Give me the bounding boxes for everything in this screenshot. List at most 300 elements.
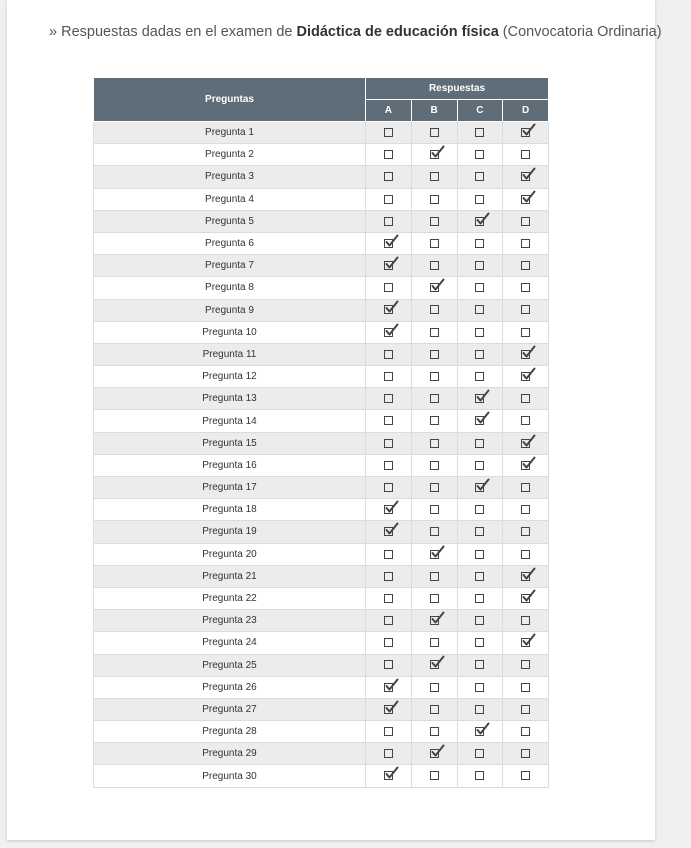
unchecked-checkbox-icon bbox=[384, 461, 393, 470]
unchecked-checkbox-icon bbox=[430, 416, 439, 425]
unchecked-checkbox-icon bbox=[430, 705, 439, 714]
answer-cell-c bbox=[457, 255, 503, 277]
answer-cell-d bbox=[503, 321, 549, 343]
answer-cell-d bbox=[503, 366, 549, 388]
unchecked-checkbox-icon bbox=[475, 128, 484, 137]
unchecked-checkbox-icon bbox=[521, 217, 530, 226]
unchecked-checkbox-icon bbox=[475, 572, 484, 581]
unchecked-checkbox-icon bbox=[430, 683, 439, 692]
answer-cell-d bbox=[503, 343, 549, 365]
table-row bbox=[94, 610, 549, 632]
answer-cell-b bbox=[411, 232, 457, 254]
question-label: Pregunta 22 bbox=[94, 587, 366, 609]
answers-column-header: Respuestas bbox=[366, 78, 549, 100]
checked-checkbox-icon bbox=[384, 505, 393, 514]
question-label: Pregunta 30 bbox=[94, 765, 366, 787]
question-label: Pregunta 17 bbox=[94, 477, 366, 499]
unchecked-checkbox-icon bbox=[384, 660, 393, 669]
answer-cell-c bbox=[457, 188, 503, 210]
answer-cell-d bbox=[503, 765, 549, 787]
question-label: Pregunta 2 bbox=[94, 144, 366, 166]
table-row bbox=[94, 743, 549, 765]
unchecked-checkbox-icon bbox=[384, 727, 393, 736]
unchecked-checkbox-icon bbox=[475, 239, 484, 248]
checked-checkbox-icon bbox=[521, 572, 530, 581]
question-label: Pregunta 11 bbox=[94, 343, 366, 365]
unchecked-checkbox-icon bbox=[384, 483, 393, 492]
answer-cell-d bbox=[503, 632, 549, 654]
unchecked-checkbox-icon bbox=[430, 217, 439, 226]
unchecked-checkbox-icon bbox=[475, 350, 484, 359]
answer-cell-c bbox=[457, 565, 503, 587]
answer-cell-c bbox=[457, 299, 503, 321]
answers-table-header bbox=[94, 78, 549, 122]
answer-cell-b bbox=[411, 366, 457, 388]
checked-checkbox-icon bbox=[384, 328, 393, 337]
answer-cell-a bbox=[366, 210, 412, 232]
checked-checkbox-icon bbox=[384, 683, 393, 692]
unchecked-checkbox-icon bbox=[384, 283, 393, 292]
table-row bbox=[94, 765, 549, 787]
unchecked-checkbox-icon bbox=[475, 660, 484, 669]
question-label: Pregunta 16 bbox=[94, 454, 366, 476]
answer-cell-b bbox=[411, 410, 457, 432]
unchecked-checkbox-icon bbox=[475, 172, 484, 181]
answer-cell-b bbox=[411, 388, 457, 410]
answer-cell-d bbox=[503, 166, 549, 188]
answer-cell-a bbox=[366, 654, 412, 676]
unchecked-checkbox-icon bbox=[521, 483, 530, 492]
unchecked-checkbox-icon bbox=[430, 195, 439, 204]
answer-cell-a bbox=[366, 410, 412, 432]
table-row bbox=[94, 654, 549, 676]
unchecked-checkbox-icon bbox=[521, 328, 530, 337]
answer-cell-d bbox=[503, 698, 549, 720]
unchecked-checkbox-icon bbox=[521, 150, 530, 159]
unchecked-checkbox-icon bbox=[521, 261, 530, 270]
unchecked-checkbox-icon bbox=[475, 439, 484, 448]
heading-subject: Didáctica de educación física bbox=[296, 24, 499, 40]
unchecked-checkbox-icon bbox=[475, 150, 484, 159]
answer-cell-c bbox=[457, 210, 503, 232]
answer-cell-b bbox=[411, 632, 457, 654]
answer-cell-d bbox=[503, 232, 549, 254]
table-row bbox=[94, 410, 549, 432]
answer-cell-b bbox=[411, 277, 457, 299]
unchecked-checkbox-icon bbox=[475, 505, 484, 514]
answer-cell-d bbox=[503, 676, 549, 698]
question-label: Pregunta 10 bbox=[94, 321, 366, 343]
answer-cell-d bbox=[503, 122, 549, 144]
answer-cell-a bbox=[366, 122, 412, 144]
unchecked-checkbox-icon bbox=[430, 305, 439, 314]
answer-cell-b bbox=[411, 743, 457, 765]
checked-checkbox-icon bbox=[521, 461, 530, 470]
unchecked-checkbox-icon bbox=[475, 550, 484, 559]
answer-cell-c bbox=[457, 232, 503, 254]
checked-checkbox-icon bbox=[521, 638, 530, 647]
answer-cell-c bbox=[457, 543, 503, 565]
unchecked-checkbox-icon bbox=[430, 261, 439, 270]
checked-checkbox-icon bbox=[430, 150, 439, 159]
answer-cell-a bbox=[366, 299, 412, 321]
answer-cell-a bbox=[366, 432, 412, 454]
unchecked-checkbox-icon bbox=[430, 350, 439, 359]
unchecked-checkbox-icon bbox=[384, 638, 393, 647]
table-row bbox=[94, 343, 549, 365]
unchecked-checkbox-icon bbox=[430, 483, 439, 492]
answer-cell-b bbox=[411, 343, 457, 365]
answer-cell-b bbox=[411, 122, 457, 144]
unchecked-checkbox-icon bbox=[384, 394, 393, 403]
unchecked-checkbox-icon bbox=[475, 372, 484, 381]
table-row bbox=[94, 499, 549, 521]
question-label: Pregunta 29 bbox=[94, 743, 366, 765]
answer-cell-d bbox=[503, 565, 549, 587]
unchecked-checkbox-icon bbox=[521, 727, 530, 736]
answer-cell-a bbox=[366, 565, 412, 587]
unchecked-checkbox-icon bbox=[384, 416, 393, 425]
page-heading bbox=[49, 24, 662, 40]
checked-checkbox-icon bbox=[521, 594, 530, 603]
unchecked-checkbox-icon bbox=[475, 527, 484, 536]
unchecked-checkbox-icon bbox=[521, 305, 530, 314]
checked-checkbox-icon bbox=[521, 172, 530, 181]
table-row bbox=[94, 299, 549, 321]
unchecked-checkbox-icon bbox=[475, 705, 484, 714]
answer-cell-c bbox=[457, 122, 503, 144]
answer-cell-d bbox=[503, 654, 549, 676]
unchecked-checkbox-icon bbox=[475, 461, 484, 470]
answer-cell-d bbox=[503, 277, 549, 299]
table-row bbox=[94, 210, 549, 232]
table-row bbox=[94, 432, 549, 454]
answer-cell-a bbox=[366, 632, 412, 654]
answer-cell-c bbox=[457, 277, 503, 299]
checked-checkbox-icon bbox=[430, 550, 439, 559]
table-row bbox=[94, 721, 549, 743]
answer-cell-a bbox=[366, 277, 412, 299]
unchecked-checkbox-icon bbox=[384, 439, 393, 448]
table-row bbox=[94, 122, 549, 144]
answer-cell-a bbox=[366, 499, 412, 521]
answer-cell-c bbox=[457, 765, 503, 787]
question-label: Pregunta 3 bbox=[94, 166, 366, 188]
table-row bbox=[94, 698, 549, 720]
answer-cell-b bbox=[411, 765, 457, 787]
unchecked-checkbox-icon bbox=[521, 550, 530, 559]
answer-cell-b bbox=[411, 166, 457, 188]
answer-cell-b bbox=[411, 299, 457, 321]
answer-cell-c bbox=[457, 521, 503, 543]
answer-cell-a bbox=[366, 144, 412, 166]
answer-cell-d bbox=[503, 610, 549, 632]
unchecked-checkbox-icon bbox=[384, 172, 393, 181]
answer-cell-b bbox=[411, 654, 457, 676]
unchecked-checkbox-icon bbox=[384, 594, 393, 603]
answer-cell-b bbox=[411, 454, 457, 476]
answer-cell-a bbox=[366, 721, 412, 743]
answer-cell-a bbox=[366, 587, 412, 609]
question-label: Pregunta 1 bbox=[94, 122, 366, 144]
question-label: Pregunta 13 bbox=[94, 388, 366, 410]
answer-cell-b bbox=[411, 321, 457, 343]
table-row bbox=[94, 587, 549, 609]
answer-cell-a bbox=[366, 521, 412, 543]
answer-cell-d bbox=[503, 299, 549, 321]
question-label: Pregunta 28 bbox=[94, 721, 366, 743]
questions-column-header: Preguntas bbox=[94, 78, 366, 122]
answer-cell-a bbox=[366, 477, 412, 499]
answer-cell-c bbox=[457, 499, 503, 521]
unchecked-checkbox-icon bbox=[521, 616, 530, 625]
checked-checkbox-icon bbox=[521, 350, 530, 359]
checked-checkbox-icon bbox=[475, 483, 484, 492]
answer-cell-d bbox=[503, 587, 549, 609]
unchecked-checkbox-icon bbox=[521, 239, 530, 248]
table-row bbox=[94, 521, 549, 543]
answer-cell-a bbox=[366, 676, 412, 698]
answer-cell-d bbox=[503, 543, 549, 565]
heading-suffix: (Convocatoria Ordinaria) bbox=[498, 24, 662, 40]
answer-cell-b bbox=[411, 477, 457, 499]
unchecked-checkbox-icon bbox=[430, 394, 439, 403]
checked-checkbox-icon bbox=[384, 239, 393, 248]
question-label: Pregunta 9 bbox=[94, 299, 366, 321]
question-label: Pregunta 14 bbox=[94, 410, 366, 432]
question-label: Pregunta 20 bbox=[94, 543, 366, 565]
checked-checkbox-icon bbox=[384, 771, 393, 780]
answer-cell-b bbox=[411, 698, 457, 720]
answer-cell-b bbox=[411, 521, 457, 543]
unchecked-checkbox-icon bbox=[430, 461, 439, 470]
answer-cell-b bbox=[411, 144, 457, 166]
table-row bbox=[94, 676, 549, 698]
answer-cell-c bbox=[457, 698, 503, 720]
unchecked-checkbox-icon bbox=[384, 572, 393, 581]
unchecked-checkbox-icon bbox=[384, 195, 393, 204]
answer-cell-b bbox=[411, 610, 457, 632]
unchecked-checkbox-icon bbox=[521, 283, 530, 292]
answer-cell-a bbox=[366, 321, 412, 343]
question-label: Pregunta 5 bbox=[94, 210, 366, 232]
answer-cell-c bbox=[457, 454, 503, 476]
unchecked-checkbox-icon bbox=[521, 660, 530, 669]
unchecked-checkbox-icon bbox=[521, 683, 530, 692]
question-label: Pregunta 23 bbox=[94, 610, 366, 632]
answer-cell-c bbox=[457, 632, 503, 654]
table-row bbox=[94, 166, 549, 188]
answer-cell-a bbox=[366, 188, 412, 210]
question-label: Pregunta 12 bbox=[94, 366, 366, 388]
answer-cell-d bbox=[503, 410, 549, 432]
unchecked-checkbox-icon bbox=[430, 328, 439, 337]
answer-cell-c bbox=[457, 166, 503, 188]
table-row bbox=[94, 144, 549, 166]
question-label: Pregunta 7 bbox=[94, 255, 366, 277]
unchecked-checkbox-icon bbox=[475, 305, 484, 314]
answer-cell-b bbox=[411, 721, 457, 743]
unchecked-checkbox-icon bbox=[430, 527, 439, 536]
answer-cell-a bbox=[366, 765, 412, 787]
unchecked-checkbox-icon bbox=[384, 550, 393, 559]
question-label: Pregunta 21 bbox=[94, 565, 366, 587]
table-row bbox=[94, 477, 549, 499]
answer-cell-c bbox=[457, 477, 503, 499]
answer-cell-b bbox=[411, 255, 457, 277]
checked-checkbox-icon bbox=[475, 416, 484, 425]
answer-cell-d bbox=[503, 255, 549, 277]
answer-cell-d bbox=[503, 477, 549, 499]
table-row bbox=[94, 565, 549, 587]
unchecked-checkbox-icon bbox=[521, 527, 530, 536]
content-card bbox=[7, 0, 662, 840]
heading-prefix: » Respuestas dadas en el examen de bbox=[49, 24, 297, 40]
question-label: Pregunta 18 bbox=[94, 499, 366, 521]
unchecked-checkbox-icon bbox=[475, 283, 484, 292]
unchecked-checkbox-icon bbox=[521, 705, 530, 714]
checked-checkbox-icon bbox=[521, 195, 530, 204]
answers-table-body bbox=[94, 122, 549, 788]
answer-cell-a bbox=[366, 543, 412, 565]
answer-cell-b bbox=[411, 499, 457, 521]
table-row bbox=[94, 255, 549, 277]
checked-checkbox-icon bbox=[430, 616, 439, 625]
unchecked-checkbox-icon bbox=[521, 394, 530, 403]
answer-cell-a bbox=[366, 166, 412, 188]
unchecked-checkbox-icon bbox=[475, 594, 484, 603]
checked-checkbox-icon bbox=[521, 128, 530, 137]
unchecked-checkbox-icon bbox=[384, 372, 393, 381]
answer-cell-c bbox=[457, 432, 503, 454]
option-header-c: C bbox=[457, 100, 503, 122]
unchecked-checkbox-icon bbox=[475, 195, 484, 204]
answer-cell-d bbox=[503, 721, 549, 743]
answer-cell-b bbox=[411, 432, 457, 454]
answer-cell-d bbox=[503, 521, 549, 543]
answer-cell-d bbox=[503, 499, 549, 521]
table-row bbox=[94, 188, 549, 210]
answer-cell-b bbox=[411, 587, 457, 609]
answer-cell-c bbox=[457, 343, 503, 365]
unchecked-checkbox-icon bbox=[475, 749, 484, 758]
checked-checkbox-icon bbox=[384, 305, 393, 314]
answer-cell-c bbox=[457, 743, 503, 765]
unchecked-checkbox-icon bbox=[430, 727, 439, 736]
answers-table bbox=[93, 77, 549, 788]
answer-cell-a bbox=[366, 388, 412, 410]
question-label: Pregunta 8 bbox=[94, 277, 366, 299]
answer-cell-c bbox=[457, 587, 503, 609]
question-label: Pregunta 4 bbox=[94, 188, 366, 210]
option-header-b: B bbox=[411, 100, 457, 122]
answer-cell-a bbox=[366, 343, 412, 365]
table-row bbox=[94, 454, 549, 476]
checked-checkbox-icon bbox=[521, 372, 530, 381]
answer-cell-a bbox=[366, 366, 412, 388]
answer-cell-c bbox=[457, 676, 503, 698]
table-row bbox=[94, 543, 549, 565]
unchecked-checkbox-icon bbox=[430, 172, 439, 181]
unchecked-checkbox-icon bbox=[430, 372, 439, 381]
answer-cell-c bbox=[457, 654, 503, 676]
answer-cell-d bbox=[503, 454, 549, 476]
answer-cell-d bbox=[503, 388, 549, 410]
checked-checkbox-icon bbox=[475, 394, 484, 403]
unchecked-checkbox-icon bbox=[521, 505, 530, 514]
answer-cell-c bbox=[457, 366, 503, 388]
answer-cell-d bbox=[503, 188, 549, 210]
option-header-d: D bbox=[503, 100, 549, 122]
answer-cell-c bbox=[457, 144, 503, 166]
unchecked-checkbox-icon bbox=[521, 749, 530, 758]
question-label: Pregunta 15 bbox=[94, 432, 366, 454]
unchecked-checkbox-icon bbox=[430, 439, 439, 448]
checked-checkbox-icon bbox=[430, 749, 439, 758]
answer-cell-c bbox=[457, 721, 503, 743]
table-row bbox=[94, 632, 549, 654]
unchecked-checkbox-icon bbox=[430, 638, 439, 647]
table-row bbox=[94, 388, 549, 410]
question-label: Pregunta 27 bbox=[94, 698, 366, 720]
unchecked-checkbox-icon bbox=[430, 239, 439, 248]
answer-cell-d bbox=[503, 144, 549, 166]
checked-checkbox-icon bbox=[384, 261, 393, 270]
question-label: Pregunta 6 bbox=[94, 232, 366, 254]
unchecked-checkbox-icon bbox=[384, 616, 393, 625]
table-row bbox=[94, 277, 549, 299]
unchecked-checkbox-icon bbox=[475, 616, 484, 625]
checked-checkbox-icon bbox=[475, 217, 484, 226]
answer-cell-d bbox=[503, 743, 549, 765]
checked-checkbox-icon bbox=[430, 660, 439, 669]
unchecked-checkbox-icon bbox=[475, 638, 484, 647]
unchecked-checkbox-icon bbox=[475, 683, 484, 692]
unchecked-checkbox-icon bbox=[475, 328, 484, 337]
answer-cell-c bbox=[457, 610, 503, 632]
unchecked-checkbox-icon bbox=[521, 416, 530, 425]
answer-cell-a bbox=[366, 698, 412, 720]
unchecked-checkbox-icon bbox=[384, 150, 393, 159]
question-label: Pregunta 19 bbox=[94, 521, 366, 543]
unchecked-checkbox-icon bbox=[384, 128, 393, 137]
option-header-a: A bbox=[366, 100, 412, 122]
unchecked-checkbox-icon bbox=[384, 217, 393, 226]
answer-cell-c bbox=[457, 388, 503, 410]
unchecked-checkbox-icon bbox=[430, 572, 439, 581]
unchecked-checkbox-icon bbox=[430, 594, 439, 603]
question-label: Pregunta 26 bbox=[94, 676, 366, 698]
answer-cell-b bbox=[411, 210, 457, 232]
question-label: Pregunta 25 bbox=[94, 654, 366, 676]
answer-cell-a bbox=[366, 454, 412, 476]
unchecked-checkbox-icon bbox=[430, 128, 439, 137]
answer-cell-a bbox=[366, 743, 412, 765]
answer-cell-b bbox=[411, 188, 457, 210]
answer-cell-b bbox=[411, 543, 457, 565]
unchecked-checkbox-icon bbox=[384, 749, 393, 758]
table-row bbox=[94, 366, 549, 388]
answer-cell-b bbox=[411, 676, 457, 698]
checked-checkbox-icon bbox=[384, 527, 393, 536]
answer-cell-a bbox=[366, 255, 412, 277]
table-row bbox=[94, 232, 549, 254]
answer-cell-d bbox=[503, 432, 549, 454]
unchecked-checkbox-icon bbox=[475, 261, 484, 270]
unchecked-checkbox-icon bbox=[475, 771, 484, 780]
unchecked-checkbox-icon bbox=[521, 771, 530, 780]
answer-cell-c bbox=[457, 321, 503, 343]
